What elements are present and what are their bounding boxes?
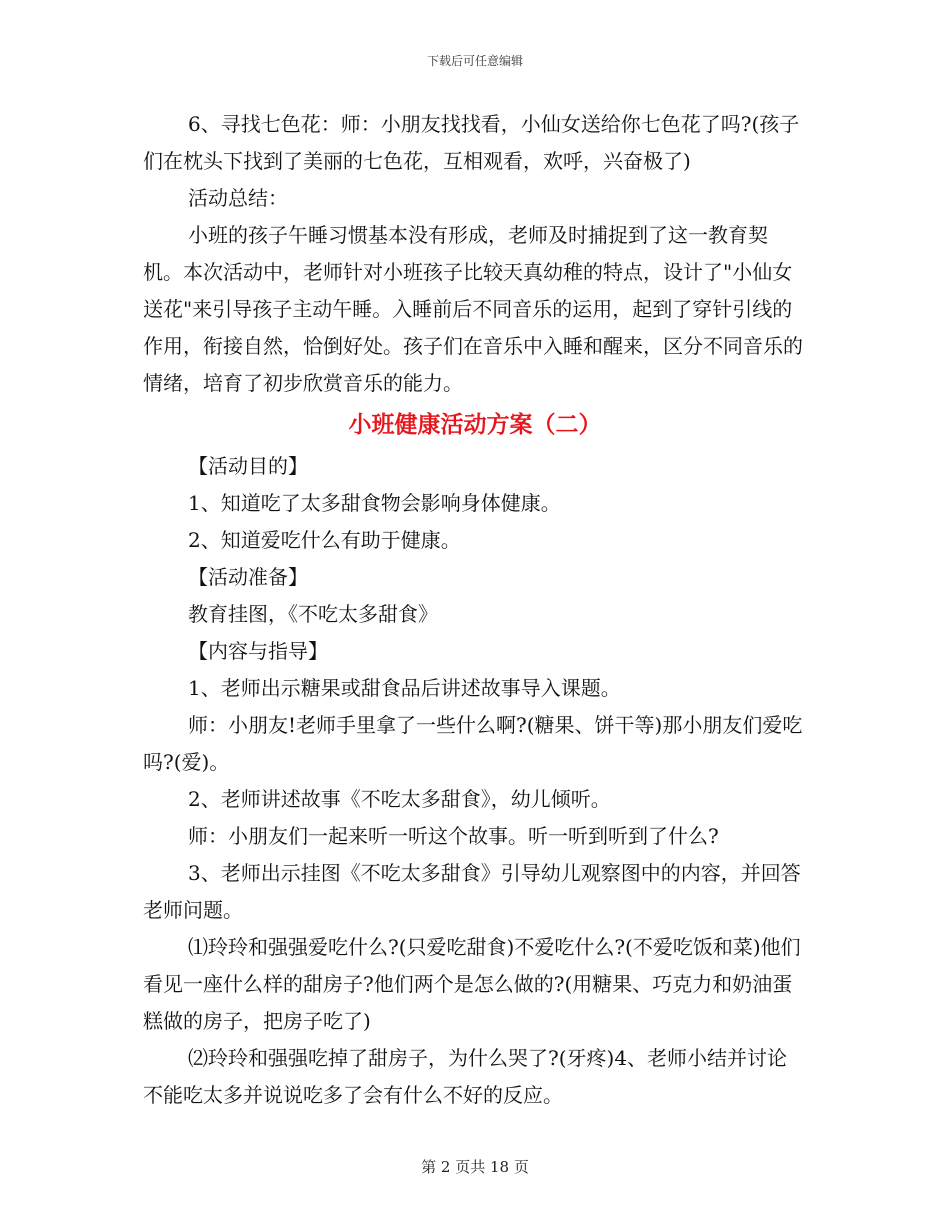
step-3: 3、老师出示挂图《不吃太多甜食》引导幼儿观察图中的内容，并回答老师问题。 — [143, 861, 801, 922]
page-header: 下载后可任意编辑 — [426, 54, 523, 68]
step-1: 1、老师出示糖果或甜食品后讲述故事导入课题。 — [188, 676, 621, 700]
goal-heading: 【活动目的】 — [188, 454, 308, 478]
page-footer: 第 2 页共 18 页 — [421, 1158, 529, 1176]
document-body — [143, 106, 807, 1114]
step-3-question-1: ⑴玲玲和强强爱吃什么?(只爱吃甜食)不爱吃什么?(不爱吃饭和菜)他们看见一座什么样的甜房子?他们两个是怎么做的?(用糖果、巧克力和奶油蛋糕做的房子，把房子吃了) — [143, 935, 801, 1033]
prep-heading: 【活动准备】 — [188, 565, 308, 589]
paragraph-item-6: 6、寻找七色花：师：小朋友找找看，小仙女送给你七色花了吗?(孩子们在枕头下找到了美丽的七色花，互相观看，欢呼，兴奋极了) — [143, 112, 800, 173]
section-title: 小班健康活动方案（二） — [348, 411, 602, 438]
goal-item-1: 1、知道吃了太多甜食物会影响身体健康。 — [188, 491, 561, 515]
summary-label: 活动总结： — [188, 186, 288, 210]
prep-text: 教育挂图，《不吃太多甜食》 — [188, 602, 438, 626]
summary-text: 小班的孩子午睡习惯基本没有形成，老师及时捕捉到了这一教育契机。本次活动中，老师针对小班孩子比较天真幼稚的特点，设计了"小仙女送花"来引导孩子主动午睡。入睡前后不同音乐的运用，起到了穿针引线的作用，衔接自然，恰倒好处。孩子们在音乐中入睡和醒来，区分不同音乐的情绪，培育了初步欣赏音乐的能力。 — [143, 223, 803, 395]
step-2-dialog: 师：小朋友们一起来听一听这个故事。听一听到听到了什么? — [188, 824, 719, 848]
step-3-question-2: ⑵玲玲和强强吃掉了甜房子，为什么哭了?(牙疼)4、老师小结并讨论不能吃太多并说说吃多了会有什么不好的反应。 — [143, 1046, 788, 1107]
goal-item-2: 2、知道爱吃什么有助于健康。 — [188, 528, 461, 552]
content-heading: 【内容与指导】 — [188, 639, 328, 663]
step-1-dialog: 师：小朋友!老师手里拿了一些什么啊?(糖果、饼干等)那小朋友们爱吃吗?(爱)。 — [143, 713, 803, 774]
step-2: 2、老师讲述故事《不吃太多甜食》，幼儿倾听。 — [188, 787, 611, 811]
